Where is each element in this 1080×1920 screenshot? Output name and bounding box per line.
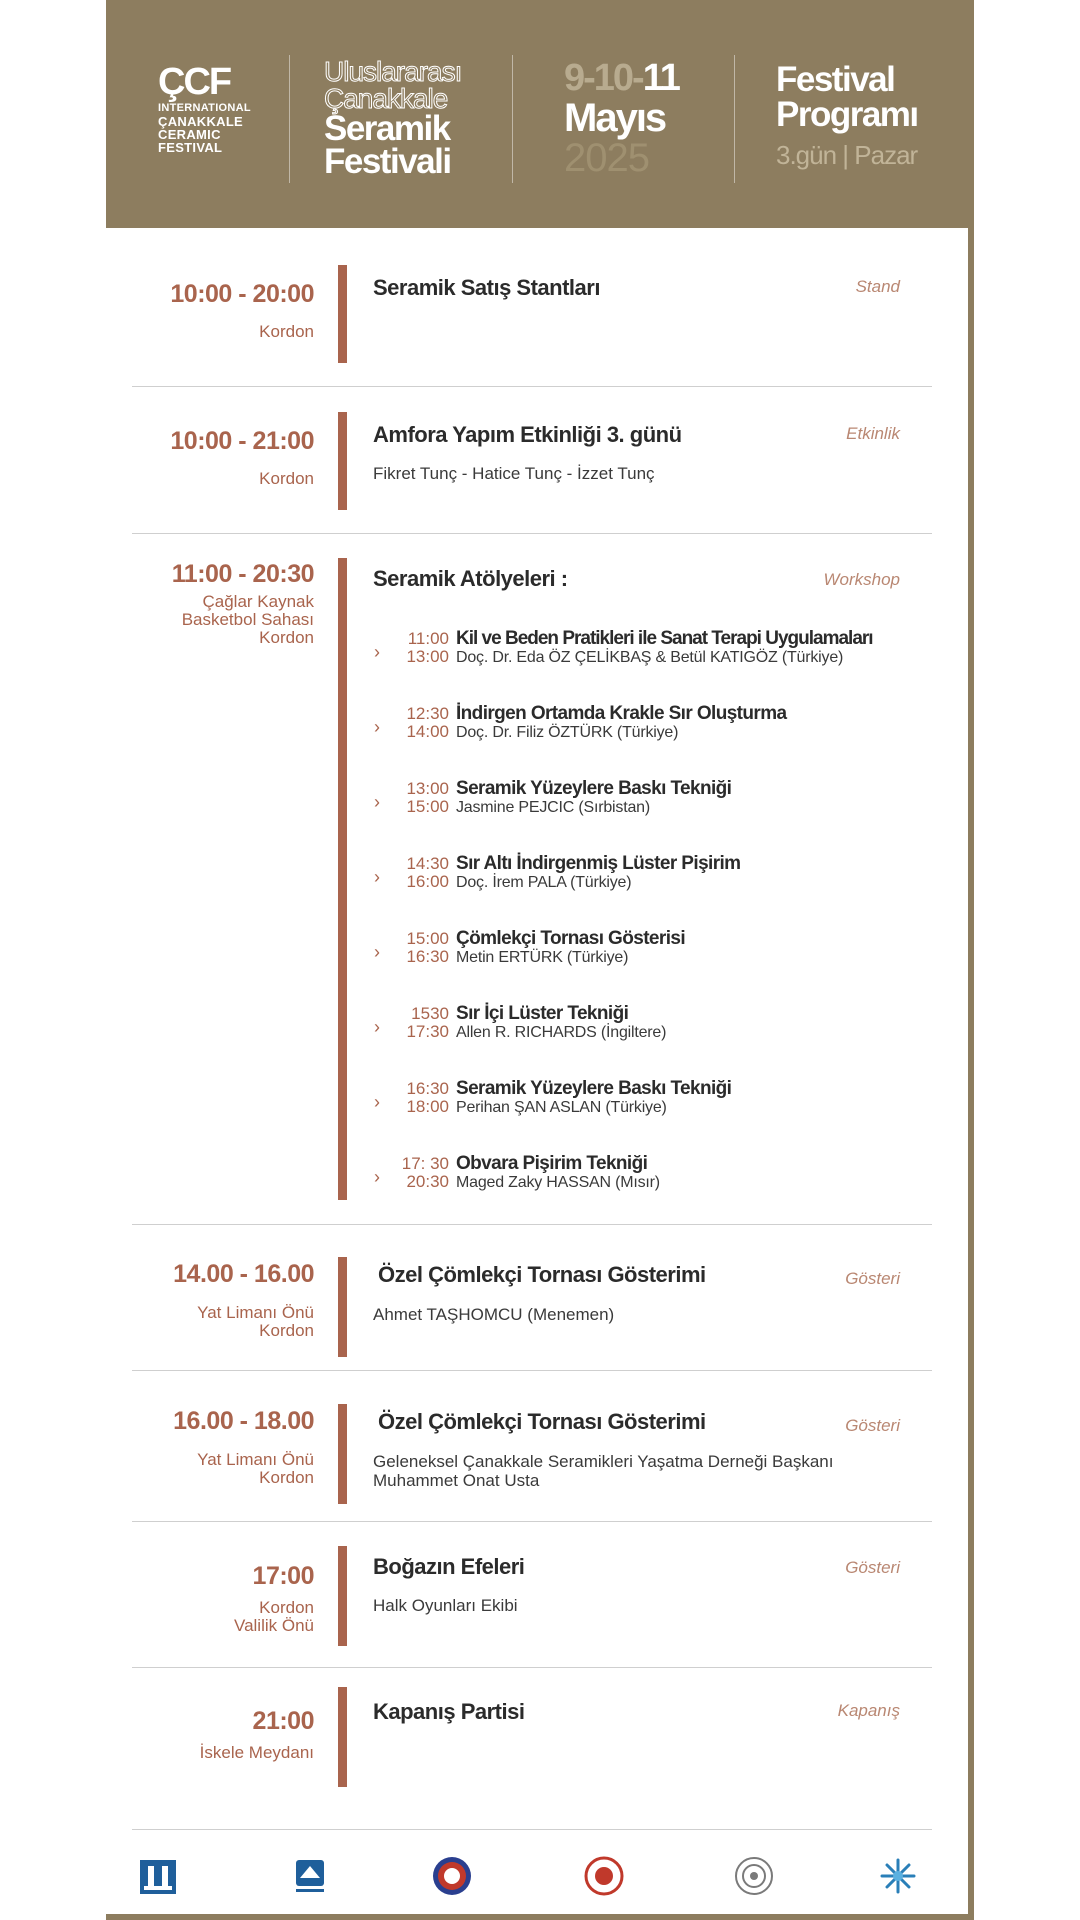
event-bar — [338, 558, 347, 1200]
event-bar — [338, 1404, 347, 1504]
past-days: 9-10- — [564, 57, 643, 99]
event-location: Kordon Valilik Önü — [234, 1598, 314, 1635]
workshop-title: Seramik Yüzeylere Baskı Tekniği — [456, 1078, 732, 1099]
event-item — [130, 1404, 930, 1504]
event-title: Özel Çömlekçi Tornası Gösterimi — [378, 1409, 706, 1434]
event-item — [130, 1687, 930, 1787]
logo-mark: ÇCF — [158, 61, 231, 103]
chevron-right-icon: › — [374, 1017, 380, 1037]
event-category: Gösteri — [845, 1416, 900, 1435]
festival-month: Mayıs — [564, 96, 666, 140]
event-category: Gösteri — [845, 1558, 900, 1577]
workshop-end: 16:00 — [406, 872, 449, 891]
workshop-title: İndirgen Ortamda Krakle Sır Oluşturma — [456, 703, 787, 724]
title-line: Uluslararası — [324, 56, 462, 87]
event-title: Amfora Yapım Etkinliği 3. günü — [373, 422, 682, 447]
festival-title — [324, 56, 462, 181]
program-line: Programı — [776, 95, 918, 134]
logo-line: INTERNATIONAL — [158, 102, 251, 114]
university-logo-icon — [432, 1856, 472, 1896]
event-subtitle: Geleneksel Çanakkale Seramikleri Yaşatma Derneği Başkanı Muhammet Onat Usta — [373, 1452, 834, 1490]
workshop-title: Kil ve Beden Pratikleri ile Sanat Terapi Uygulamaları — [456, 628, 873, 649]
event-separator — [132, 1224, 932, 1225]
workshop-end: 15:00 — [406, 797, 449, 816]
title-line: Festivali — [324, 142, 451, 181]
event-title: Kapanış Partisi — [373, 1699, 525, 1724]
workshop-person: Maged Zaky HASSAN (Mısır) — [456, 1174, 660, 1191]
event-title: Özel Çömlekçi Tornası Gösterimi — [378, 1262, 706, 1287]
chevron-right-icon: › — [374, 642, 380, 662]
event-location: Çağlar Kaynak Basketbol Sahası Kordon — [181, 592, 314, 647]
workshop-person: Metin ERTÜRK (Türkiye) — [456, 949, 629, 966]
tbyd-logo-icon — [878, 1856, 918, 1896]
event-separator — [132, 1521, 932, 1522]
event-time: 10:00 - 21:00 — [170, 427, 314, 455]
event-separator — [132, 1829, 932, 1830]
day-label: 3.gün | Pazar — [776, 140, 918, 170]
event-separator — [132, 1370, 932, 1371]
festival-days — [564, 58, 679, 98]
event-item — [130, 1257, 930, 1357]
workshop-start: 1530 — [411, 1004, 449, 1023]
event-bar — [338, 1546, 347, 1646]
event-category: Stand — [855, 277, 900, 296]
event-subtitle: Ahmet TAŞHOMCU (Menemen) — [373, 1305, 615, 1324]
header-divider — [734, 55, 735, 183]
association-logo-icon — [734, 1856, 774, 1896]
event-title: Seramik Satış Stantları — [373, 275, 600, 300]
workshop-end: 17:30 — [406, 1022, 449, 1041]
event-category: Gösteri — [845, 1269, 900, 1288]
workshop-start: 14:30 — [406, 854, 449, 873]
header-divider — [512, 55, 513, 183]
event-category: Workshop — [823, 570, 900, 589]
event-time: 10:00 - 20:00 — [170, 280, 314, 308]
event-separator — [132, 386, 932, 387]
chevron-right-icon: › — [374, 1167, 380, 1187]
festival-year: 2025 — [564, 136, 649, 180]
canakkale-logo-icon — [290, 1856, 330, 1896]
workshop-start: 17: 30 — [401, 1154, 449, 1173]
event-title: Seramik Atölyeleri : — [373, 566, 568, 591]
workshop-start: 13:00 — [406, 779, 449, 798]
workshop-end: 16:30 — [406, 947, 449, 966]
festival-logo — [158, 61, 251, 155]
event-separator — [132, 533, 932, 534]
workshop-item — [374, 630, 934, 678]
workshop-title: Obvara Pişirim Tekniği — [456, 1153, 648, 1174]
event-location: Yat Limanı Önü Kordon — [197, 1450, 314, 1487]
event-bar — [338, 1687, 347, 1787]
workshop-start: 11:00 — [407, 629, 449, 648]
event-subtitle: Halk Oyunları Ekibi — [373, 1596, 518, 1615]
event-bar — [338, 412, 347, 510]
logo-line: ÇANAKKALE — [158, 114, 244, 129]
chevron-right-icon: › — [374, 867, 380, 887]
event-item — [130, 265, 930, 365]
workshop-item — [374, 930, 934, 978]
workshop-person: Doç. Dr. Filiz ÖZTÜRK (Türkiye) — [456, 724, 679, 741]
event-category: Kapanış — [837, 1701, 900, 1720]
event-time: 14.00 - 16.00 — [173, 1260, 314, 1288]
event-location: Yat Limanı Önü Kordon — [197, 1303, 314, 1340]
workshop-item — [374, 1080, 934, 1128]
chevron-right-icon: › — [374, 717, 380, 737]
event-time: 17:00 — [252, 1562, 314, 1590]
event-category: Etkinlik — [846, 424, 900, 443]
ministry-logo-icon — [584, 1856, 624, 1896]
header-divider — [289, 55, 290, 183]
workshop-end: 13:00 — [406, 647, 449, 666]
workshop-item — [374, 1005, 934, 1053]
event-time: 11:00 - 20:30 — [171, 560, 314, 588]
chevron-right-icon: › — [374, 792, 380, 812]
workshop-item — [374, 1155, 934, 1203]
workshop-title: Sır Altı İndirgenmiş Lüster Pişirim — [456, 853, 741, 874]
event-bar — [338, 265, 347, 363]
title-line: Çanakkale — [324, 83, 448, 114]
current-day: 11 — [642, 57, 679, 99]
workshop-item — [374, 705, 934, 753]
event-time: 21:00 — [252, 1707, 314, 1735]
event-location: Kordon — [259, 469, 314, 488]
workshop-item — [374, 780, 934, 828]
workshop-end: 14:00 — [406, 722, 449, 741]
event-item — [130, 412, 930, 512]
chevron-right-icon: › — [374, 1092, 380, 1112]
program-label — [776, 62, 918, 171]
workshop-start: 16:30 — [406, 1079, 449, 1098]
workshop-start: 12:30 — [406, 704, 449, 723]
festival-dates — [564, 58, 679, 178]
program-line: Festival — [776, 60, 895, 99]
workshop-end: 18:00 — [406, 1097, 449, 1116]
event-location: Kordon — [259, 322, 314, 341]
festival-header — [106, 0, 974, 228]
workshop-item — [374, 855, 934, 903]
event-bar — [338, 1257, 347, 1357]
workshop-title: Seramik Yüzeylere Baskı Tekniği — [456, 778, 732, 799]
workshop-title: Çömlekçi Tornası Gösterisi — [456, 928, 686, 949]
chevron-right-icon: › — [374, 942, 380, 962]
workshop-title: Sır İçi Lüster Tekniği — [456, 1003, 629, 1024]
workshop-person: Doç. Dr. Eda ÖZ ÇELİKBAŞ & Betül KATIGÖZ (Türkiye) — [456, 649, 844, 666]
workshop-person: Allen R. RICHARDS (İngiltere) — [456, 1024, 667, 1041]
workshop-start: 15:00 — [406, 929, 449, 948]
event-location: İskele Meydanı — [199, 1743, 314, 1762]
event-time: 16.00 - 18.00 — [173, 1407, 314, 1435]
municipality-logo-icon — [138, 1856, 178, 1896]
title-line: Seramik — [324, 109, 450, 148]
workshop-person: Perihan ŞAN ASLAN (Türkiye) — [456, 1099, 667, 1116]
workshop-person: Doç. İrem PALA (Türkiye) — [456, 874, 632, 891]
event-separator — [132, 1667, 932, 1668]
workshop-person: Jasmine PEJCIC (Sırbistan) — [456, 799, 650, 816]
logo-line: CERAMIC — [158, 127, 221, 142]
event-title: Boğazın Efeleri — [373, 1554, 525, 1579]
logo-line: FESTIVAL — [158, 140, 223, 155]
workshop-end: 20:30 — [406, 1172, 449, 1191]
event-subtitle: Fikret Tunç - Hatice Tunç - İzzet Tunç — [373, 464, 655, 483]
event-item — [130, 1546, 930, 1646]
